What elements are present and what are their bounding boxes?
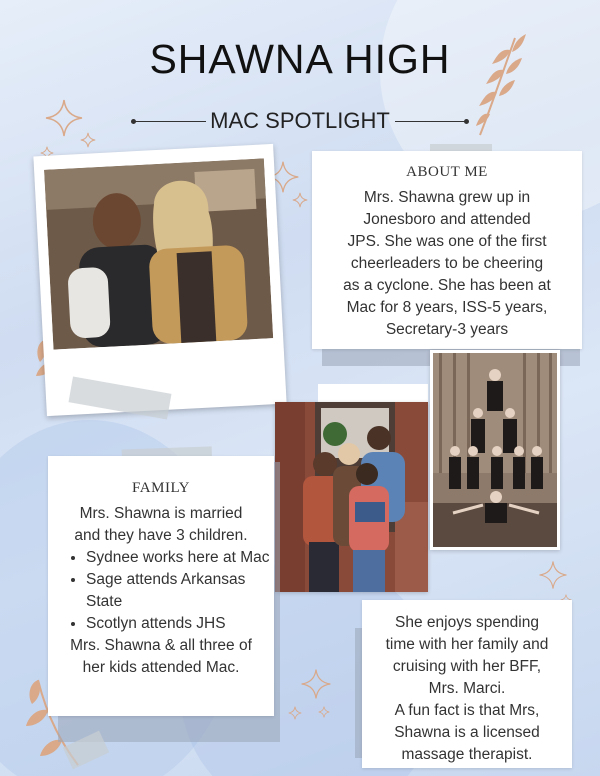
hobbies-line: She enjoys spending <box>395 614 539 631</box>
child-item: • Sage attends Arkansas State <box>86 569 274 613</box>
child-item: • Scotlyn attends JHS <box>86 613 274 635</box>
sparkle-icon <box>300 668 332 700</box>
page-title: SHAWNA HIGH <box>149 36 451 82</box>
about-line: Secretary-3 years <box>385 321 509 338</box>
about-line: Jonesboro and attended <box>363 211 531 228</box>
family-line: Mrs. Shawna & all three of <box>70 637 252 654</box>
photo-border <box>318 384 428 404</box>
sparkle-icon <box>44 98 84 138</box>
about-heading: ABOUT ME <box>406 164 488 180</box>
cheer-photo <box>430 350 560 550</box>
children-list <box>48 547 274 635</box>
about-line: Mrs. Shawna grew up in <box>363 189 531 206</box>
about-card <box>312 151 582 349</box>
family-heading: FAMILY <box>132 480 190 496</box>
sparkle-icon <box>288 706 302 720</box>
about-line: JPS. She was one of the first <box>347 233 547 250</box>
family-outro <box>48 635 274 679</box>
subtitle-rule-right <box>395 121 467 122</box>
couple-photo <box>33 144 286 416</box>
family-photo <box>275 402 428 592</box>
hobbies-text <box>362 612 572 766</box>
branch-icon <box>470 30 530 140</box>
hobbies-line: A fun fact is that Mrs, <box>394 702 540 719</box>
hobbies-line: cruising with her BFF, <box>392 658 542 675</box>
family-card <box>48 456 274 716</box>
hobbies-line: Mrs. Marci. <box>428 680 506 697</box>
about-line: cheerleaders to be cheering <box>350 255 544 272</box>
about-text <box>312 187 582 341</box>
sparkle-icon <box>80 132 96 148</box>
page-subtitle: MAC SPOTLIGHT <box>210 108 390 133</box>
child-item: • Sydnee works here at Mac <box>86 547 274 569</box>
family-line: Mrs. Shawna is married <box>79 505 243 522</box>
family-line: her kids attended Mac. <box>82 659 240 676</box>
couple-photo-image <box>44 158 273 349</box>
hobbies-line: Shawna is a licensed <box>394 724 540 741</box>
sparkle-icon <box>318 706 330 718</box>
about-line: as a cyclone. She has been at <box>343 277 551 294</box>
about-line: Mac for 8 years, ISS-5 years, <box>346 299 548 316</box>
hobbies-line: massage therapist. <box>401 746 533 763</box>
hobbies-line: time with her family and <box>385 636 549 653</box>
hobbies-card <box>362 600 572 768</box>
family-line: and they have 3 children. <box>74 527 248 544</box>
family-intro <box>48 503 274 547</box>
sparkle-icon <box>292 192 308 208</box>
sparkle-icon <box>538 560 568 590</box>
cheer-photo-image <box>433 353 557 547</box>
family-photo-image <box>275 402 428 592</box>
